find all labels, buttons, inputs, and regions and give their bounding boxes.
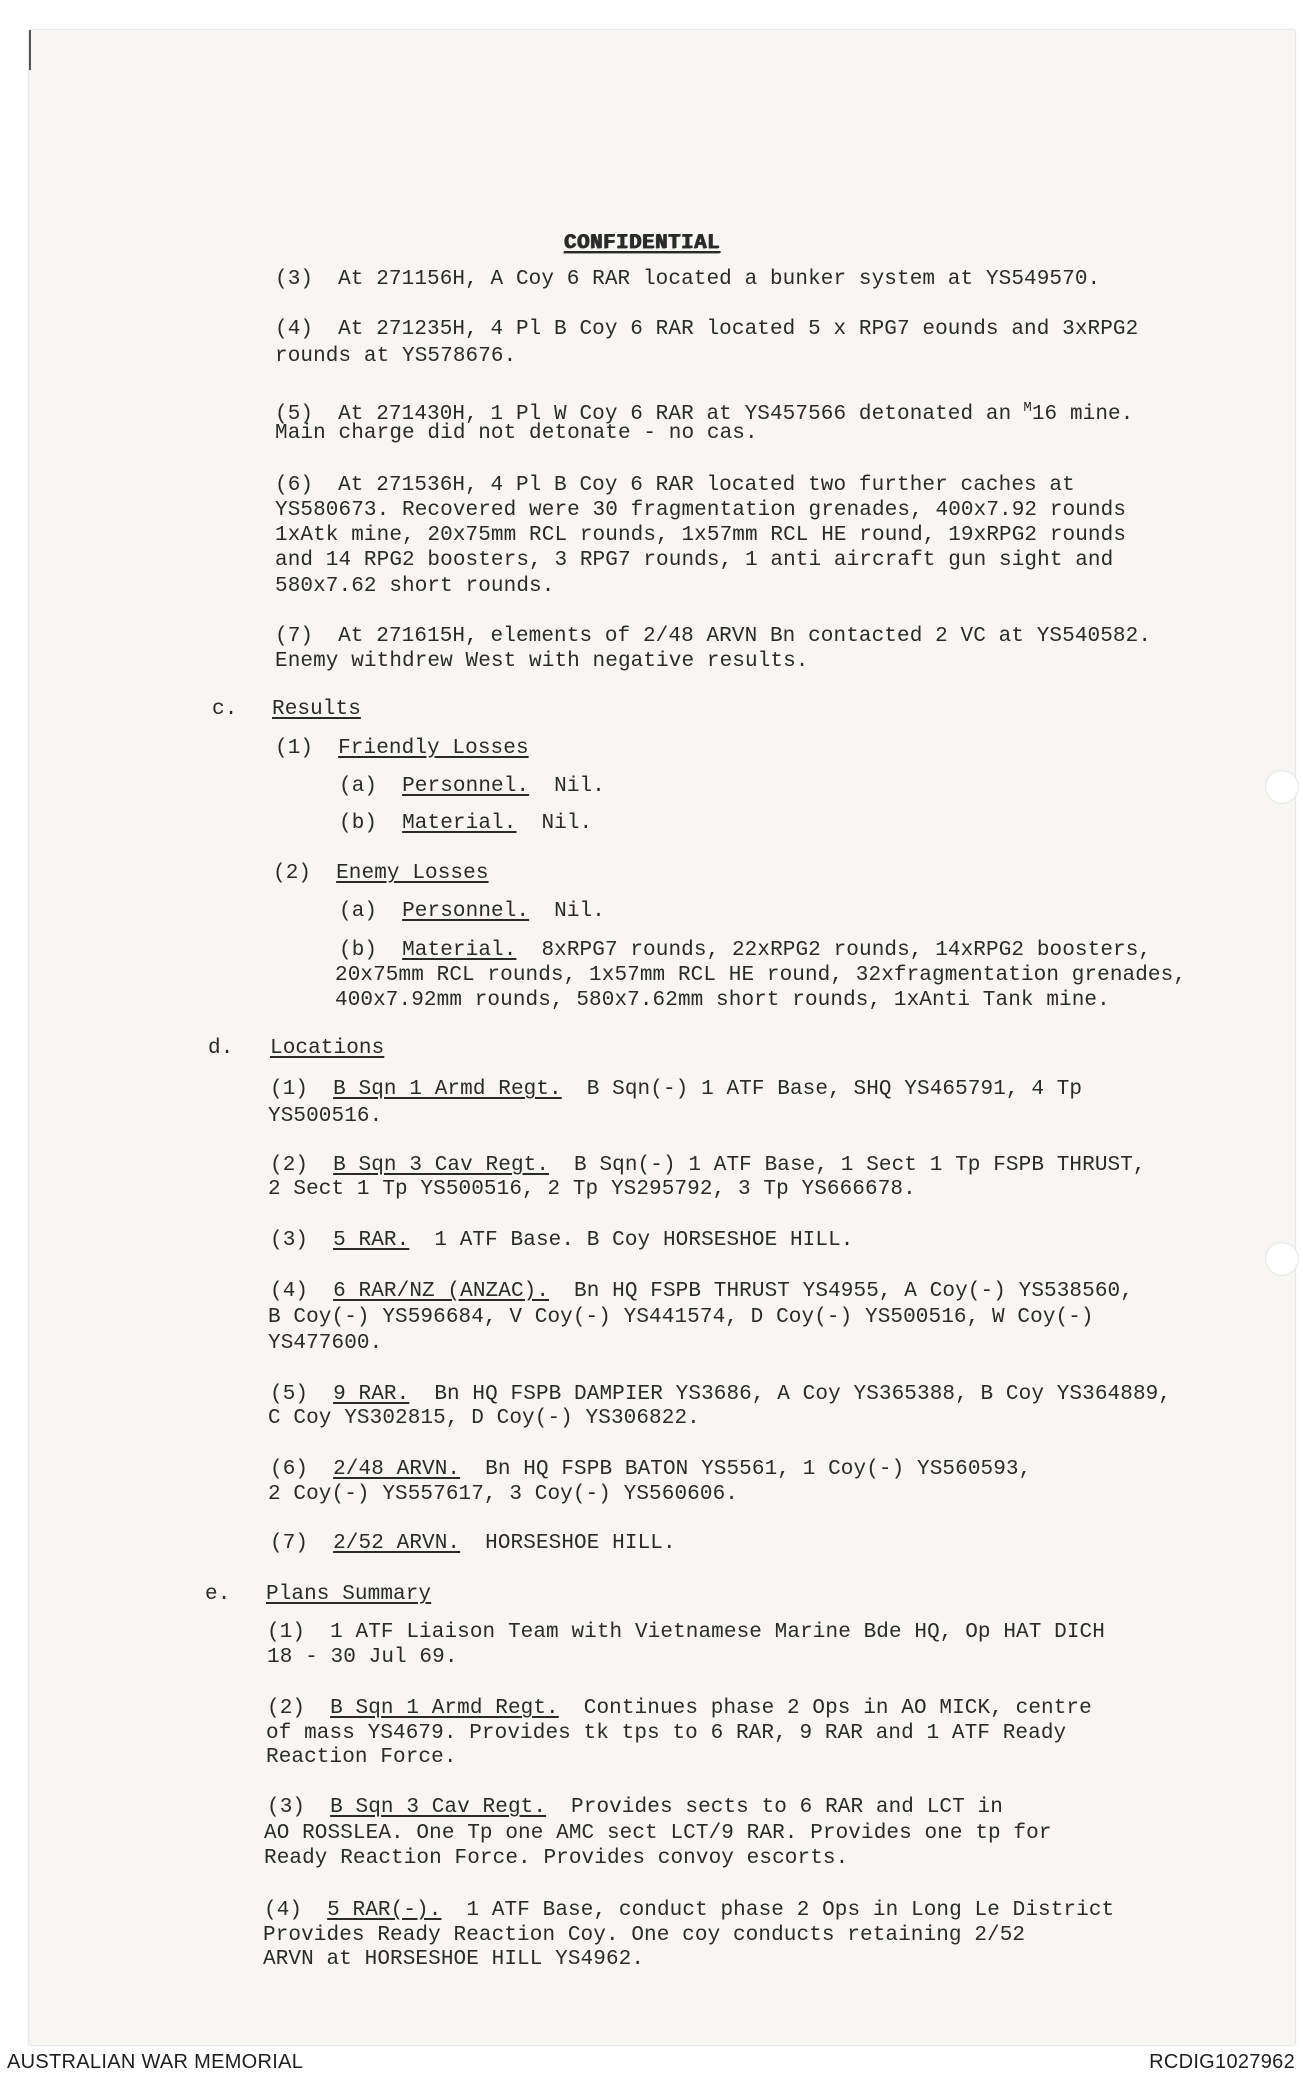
item-text: B Sqn(-) 1 ATF Base, 1 Sect 1 Tp FSPB THRUST, <box>574 1154 1146 1177</box>
unit-name: B Sqn 1 Armd Regt. <box>333 1078 562 1101</box>
archive-name: AUSTRALIAN WAR MEMORIAL <box>7 2051 304 2073</box>
mine-type-superscript: M <box>1023 400 1032 416</box>
location-continuation: 2 Sect 1 Tp YS500516, 2 Tp YS295792, 3 Tp YS666678. <box>268 1178 916 1201</box>
location-continuation: 2 Coy(-) YS557617, 3 Coy(-) YS560606. <box>268 1483 738 1506</box>
incident-continuation: 580x7.62 short rounds. <box>275 575 555 598</box>
unit-name: 2/52 ARVN. <box>333 1532 461 1555</box>
item-number: (4) <box>275 318 314 341</box>
punch-hole <box>1265 770 1299 804</box>
item-number: (1) <box>267 1621 306 1644</box>
loss-value: Nil. <box>554 775 605 798</box>
unit-name: 6 RAR/NZ (ANZAC). <box>333 1280 550 1303</box>
locations-title: Locations <box>270 1037 385 1060</box>
item-text: Bn HQ FSPB BATON YS5561, 1 Coy(-) YS560593, <box>485 1458 1032 1481</box>
item-text: At 271156H, A Coy 6 RAR located a bunker system at YS549570. <box>338 268 1101 291</box>
location-continuation: B Coy(-) YS596684, V Coy(-) YS441574, D Coy(-) YS500516, W Coy(-) <box>268 1306 1094 1329</box>
item-text: HORSESHOE HILL. <box>485 1532 676 1555</box>
loss-value: 8xRPG7 rounds, 22xRPG2 rounds, 14xRPG2 boosters, <box>541 939 1152 962</box>
location-line <box>270 1228 854 1253</box>
loss-line <box>339 811 592 836</box>
loss-category: Material. <box>402 812 517 835</box>
item-number: (2) <box>273 862 312 885</box>
item-number: (7) <box>270 1532 309 1555</box>
location-continuation: C Coy YS302815, D Coy(-) YS306822. <box>268 1407 700 1430</box>
incident-continuation: 1xAtk mine, 20x75mm RCL rounds, 1x57mm RCL HE round, 19xRPG2 rounds <box>275 524 1127 547</box>
item-text: At 271430H, 1 Pl W Coy 6 RAR at YS457566 detonated an <box>338 403 1012 426</box>
unit-name: B Sqn 1 Armd Regt. <box>330 1697 559 1720</box>
results-title: Results <box>272 698 361 721</box>
item-number: (3) <box>275 268 314 291</box>
archive-reference: RCDIG1027962 <box>1149 2051 1295 2073</box>
location-line <box>270 1457 1031 1482</box>
item-text: 1 ATF Liaison Team with Vietnamese Marine Bde HQ, Op HAT DICH <box>330 1621 1105 1644</box>
incident-line <box>275 473 1075 498</box>
section-letter: c. <box>212 698 238 721</box>
item-text: Provides sects to 6 RAR and LCT in <box>571 1796 1003 1819</box>
loss-value: Nil. <box>554 900 605 923</box>
loss-category: Personnel. <box>402 775 530 798</box>
item-number: (a) <box>339 900 378 923</box>
item-text: 1 ATF Base. B Coy HORSESHOE HILL. <box>434 1229 854 1252</box>
item-text: At 271235H, 4 Pl B Coy 6 RAR located 5 x RPG7 eounds and 3xRPG2 <box>338 318 1139 341</box>
item-number: (4) <box>270 1280 309 1303</box>
item-text: Bn HQ FSPB DAMPIER YS3686, A Coy YS365388, B Coy YS364889, <box>434 1383 1172 1406</box>
loss-continuation: 20x75mm RCL rounds, 1x57mm RCL HE round, 32xfragmentation grenades, <box>335 964 1187 987</box>
item-number: (b) <box>339 812 378 835</box>
loss-value: Nil. <box>541 812 593 835</box>
item-text: Continues phase 2 Ops in AO MICK, centre <box>583 1697 1092 1720</box>
item-number: (1) <box>275 737 314 760</box>
loss-category: Personnel. <box>402 900 530 923</box>
plan-line <box>267 1795 1003 1820</box>
location-continuation: YS500516. <box>268 1105 383 1128</box>
item-number: (b) <box>339 939 378 962</box>
section-letter: e. <box>205 1583 231 1606</box>
item-text: At 271536H, 4 Pl B Coy 6 RAR located two further caches at <box>338 474 1075 497</box>
item-text: 16 mine. <box>1031 403 1134 426</box>
item-text: 1 ATF Base, conduct phase 2 Ops in Long Le District <box>466 1899 1115 1922</box>
loss-line <box>339 899 605 924</box>
unit-name: B Sqn 3 Cav Regt. <box>333 1154 550 1177</box>
plan-continuation: ARVN at HORSESHOE HILL YS4962. <box>263 1948 645 1971</box>
plan-continuation: Ready Reaction Force. Provides convoy escorts. <box>264 1847 849 1870</box>
item-text: B Sqn(-) 1 ATF Base, SHQ YS465791, 4 Tp <box>586 1078 1083 1101</box>
enemy-losses-title: Enemy Losses <box>336 862 489 885</box>
classification-heading: CONFIDENTIAL <box>564 232 721 255</box>
loss-category: Material. <box>402 939 517 962</box>
section-letter: d. <box>208 1037 234 1060</box>
incident-continuation: rounds at YS578676. <box>275 345 517 368</box>
item-number: (6) <box>270 1458 309 1481</box>
item-number: (2) <box>267 1697 306 1720</box>
item-text: Bn HQ FSPB THRUST YS4955, A Coy(-) YS538560, <box>574 1280 1133 1303</box>
location-line <box>270 1382 1171 1407</box>
item-number: (5) <box>275 403 314 426</box>
plan-continuation: Provides Ready Reaction Coy. One coy conducts retaining 2/52 <box>263 1924 1026 1947</box>
incident-line <box>275 317 1138 342</box>
incident-line <box>275 624 1151 649</box>
subsection-heading <box>275 736 554 761</box>
plan-line <box>264 1898 1114 1923</box>
plans-summary-title: Plans Summary <box>266 1583 432 1606</box>
location-line <box>270 1077 1082 1102</box>
sheet-edge-mark <box>29 30 31 70</box>
plan-line <box>267 1696 1092 1721</box>
plan-continuation: Reaction Force. <box>266 1746 457 1769</box>
item-number: (1) <box>270 1078 309 1101</box>
incident-continuation: Enemy withdrew West with negative results. <box>275 650 809 673</box>
incident-line <box>275 267 1100 292</box>
incident-continuation: YS580673. Recovered were 30 fragmentation grenades, 400x7.92 rounds <box>275 499 1127 522</box>
loss-line <box>339 938 1151 963</box>
item-number: (a) <box>339 775 378 798</box>
location-line <box>270 1531 676 1556</box>
item-number: (3) <box>267 1796 306 1819</box>
item-number: (2) <box>270 1154 309 1177</box>
item-number: (6) <box>275 474 314 497</box>
item-number: (3) <box>270 1229 309 1252</box>
location-line <box>270 1153 1146 1178</box>
incident-continuation: and 14 RPG2 boosters, 3 RPG7 rounds, 1 anti aircraft gun sight and <box>275 549 1114 572</box>
item-number: (4) <box>264 1899 303 1922</box>
loss-line <box>339 774 605 799</box>
item-text: At 271615H, elements of 2/48 ARVN Bn contacted 2 VC at YS540582. <box>338 625 1152 648</box>
plan-continuation: 18 - 30 Jul 69. <box>267 1646 458 1669</box>
incident-continuation: Main charge did not detonate - no cas. <box>275 422 758 445</box>
subsection-heading <box>273 861 514 886</box>
plan-continuation: of mass YS4679. Provides tk tps to 6 RAR, 9 RAR and 1 ATF Ready <box>266 1722 1067 1745</box>
friendly-losses-title: Friendly Losses <box>338 737 529 760</box>
section-title <box>266 1582 456 1607</box>
plan-continuation: AO ROSSLEA. One Tp one AMC sect LCT/9 RAR. Provides one tp for <box>264 1822 1052 1845</box>
location-line <box>270 1279 1133 1304</box>
item-number: (5) <box>270 1383 309 1406</box>
unit-name: 5 RAR. <box>333 1229 410 1252</box>
loss-continuation: 400x7.92mm rounds, 580x7.62mm short rounds, 1xAnti Tank mine. <box>335 989 1110 1012</box>
section-title <box>270 1036 409 1061</box>
punch-hole <box>1265 1242 1299 1276</box>
location-continuation: YS477600. <box>268 1332 383 1355</box>
plan-line <box>267 1620 1105 1645</box>
unit-name: 2/48 ARVN. <box>333 1458 461 1481</box>
unit-name: 5 RAR(-). <box>327 1899 442 1922</box>
item-number: (7) <box>275 625 314 648</box>
unit-name: B Sqn 3 Cav Regt. <box>330 1796 547 1819</box>
unit-name: 9 RAR. <box>333 1383 410 1406</box>
section-title <box>272 697 386 722</box>
